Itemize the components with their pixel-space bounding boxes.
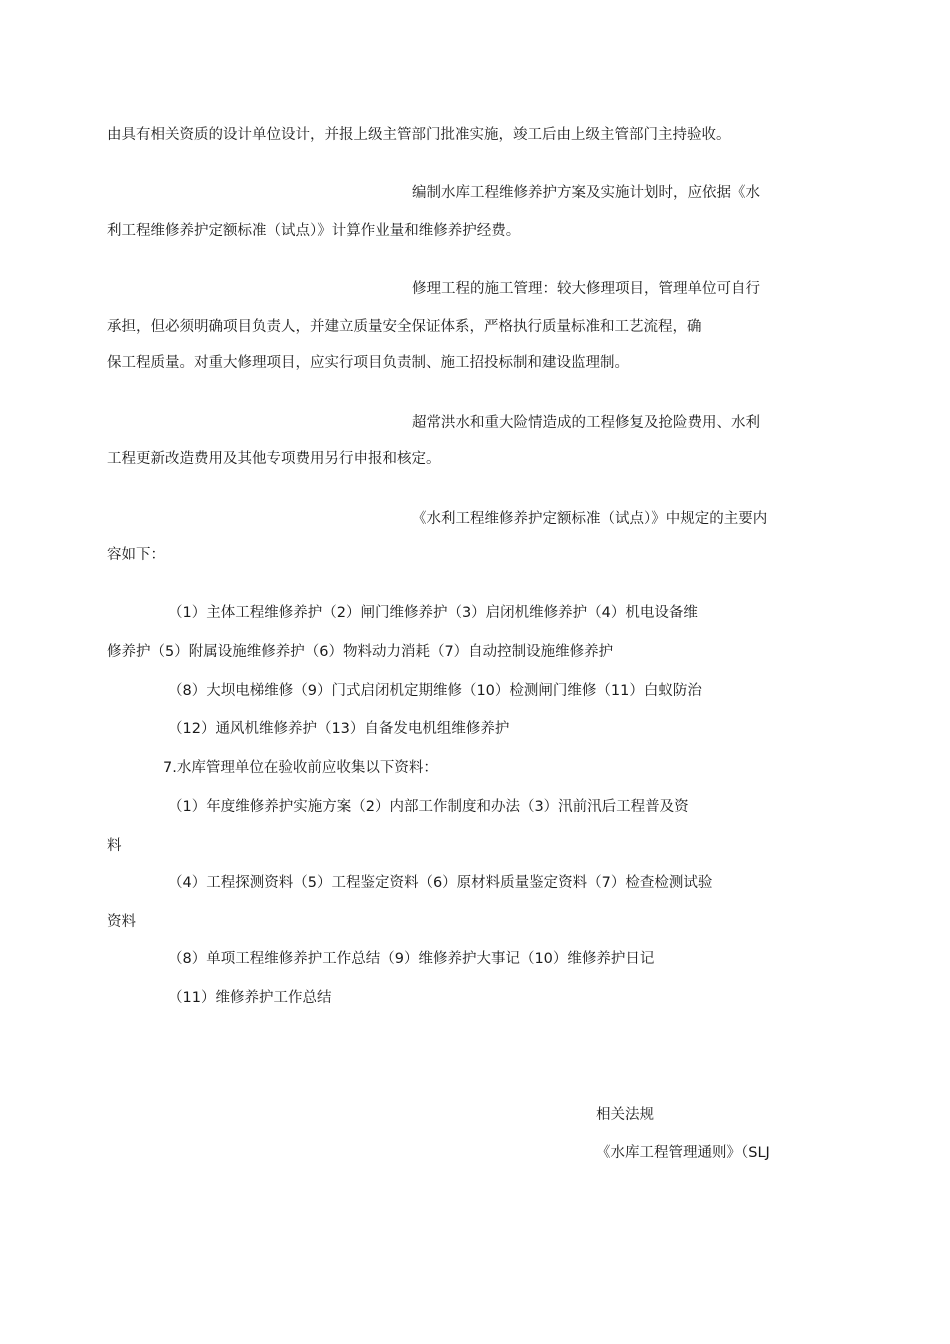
list-acceptance-materials-line4: 资料 [107,914,136,930]
paragraph-construction-management-line2: 承担，但必须明确项目负责人，并建立质量安全保证体系，严格执行质量标准和工艺流程，确 [107,319,702,335]
paragraph-maintenance-plan-line2: 利工程维修养护定额标准（试点）》计算作业量和维修养护经费。 [107,223,521,239]
list-acceptance-materials-line5: （8）单项工程维修养护工作总结（9）维修养护大事记（10）维修养护日记 [168,951,655,967]
list-maintenance-items-line4: （12）通风机维修养护（13）自备发电机组维修养护 [168,721,510,737]
list-acceptance-materials-line3: （4）工程探测资料（5）工程鉴定资料（6）原材料质量鉴定资料（7）检查检测试验 [168,875,713,891]
related-regulations-heading: 相关法规 [596,1107,654,1123]
paragraph-special-fees-line2: 工程更新改造费用及其他专项费用另行申报和核定。 [107,451,441,467]
list-maintenance-items-line3: （8）大坝电梯维修（9）门式启闭机定期维修（10）检测闸门维修（11）白蚁防治 [168,683,702,699]
paragraph-quota-standard-line1: 《水利工程维修养护定额标准（试点）》中规定的主要内 [412,511,768,527]
paragraph-special-fees-line1: 超常洪水和重大险情造成的工程修复及抢险费用、水利 [412,415,760,431]
list-acceptance-materials-line6: （11）维修养护工作总结 [168,990,332,1006]
paragraph-quota-standard-line2: 容如下： [107,547,165,563]
item7-heading: 7.水库管理单位在验收前应收集以下资料： [163,760,438,776]
paragraph-design-approval: 由具有相关资质的设计单位设计，并报上级主管部门批准实施，竣工后由上级主管部门主持验收。 [107,127,731,143]
list-acceptance-materials-line1: （1）年度维修养护实施方案（2）内部工作制度和办法（3）汛前汛后工程普及资 [168,799,689,815]
related-regulations-item: 《水库工程管理通则》（SLJ [596,1145,770,1161]
paragraph-maintenance-plan-line1: 编制水库工程维修养护方案及实施计划时，应依据《水 [412,185,760,201]
list-maintenance-items-line2: 修养护（5）附属设施维修养护（6）物料动力消耗（7）自动控制设施维修养护 [107,644,614,660]
paragraph-construction-management-line3: 保工程质量。对重大修理项目，应实行项目负责制、施工招投标制和建设监理制。 [107,355,629,371]
list-acceptance-materials-line2: 料 [107,838,122,854]
paragraph-construction-management-line1: 修理工程的施工管理：较大修理项目，管理单位可自行 [412,281,760,297]
list-maintenance-items-line1: （1）主体工程维修养护（2）闸门维修养护（3）启闭机维修养护（4）机电设备维 [168,605,698,621]
